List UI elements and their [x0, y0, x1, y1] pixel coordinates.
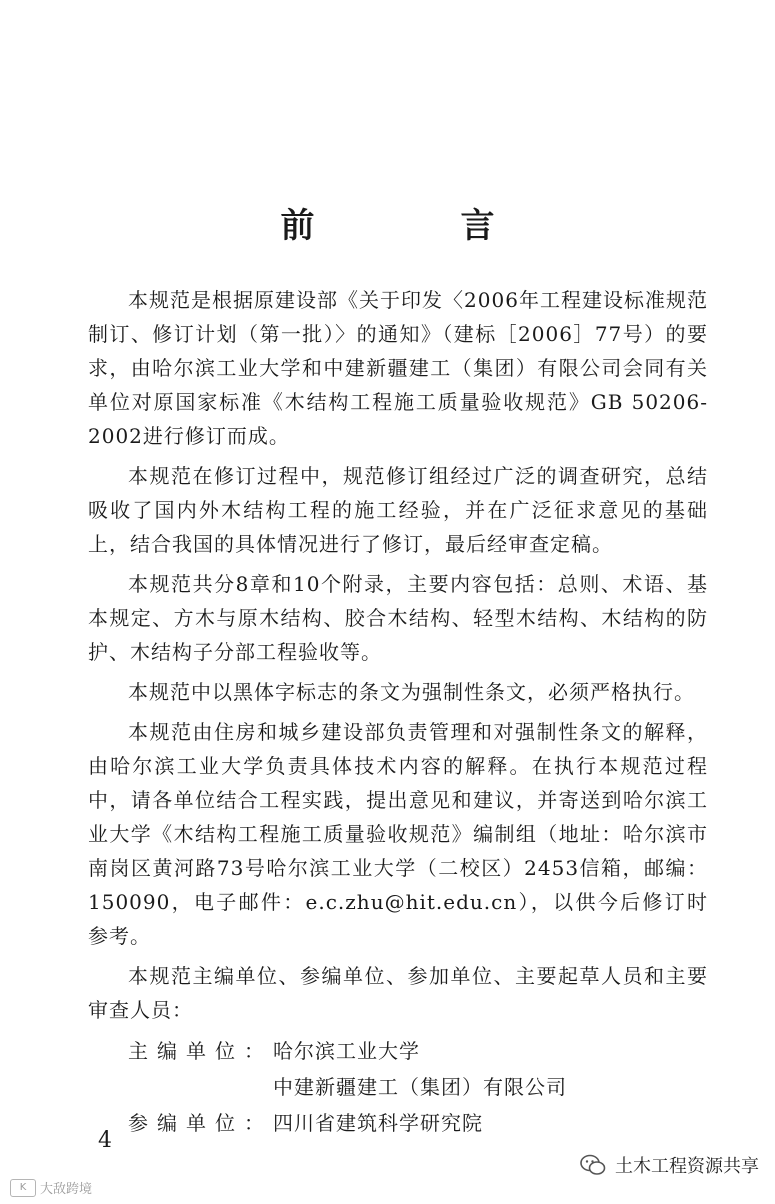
chief-unit: 中建新疆建工（集团）有限公司 — [273, 1075, 567, 1099]
paragraph: 本规范共分8章和10个附录，主要内容包括：总则、术语、基本规定、方木与原木结构、胶合木结构、轻型木结构、木结构的防护、木结构子分部工程验收等。 — [88, 572, 708, 664]
paragraph: 本规范是根据原建设部《关于印发〈2006年工程建设标准规范制订、修订计划（第一批）〉的通知》（建标［2006］77号）的要求，由哈尔滨工业大学和中建新疆建工（集团）有限公司会同有关单位对原国家标准《木结构工程施工质量验收规范》GB 50206-2002进行修订而成。 — [88, 288, 708, 448]
wechat-source-badge — [579, 1152, 759, 1178]
wechat-source-text: 土木工程资源共享 — [615, 1156, 759, 1177]
wechat-icon — [579, 1153, 607, 1177]
chief-units-label: 主编单位： — [128, 1039, 273, 1063]
staff-label-spacer — [88, 1069, 273, 1105]
paragraph: 本规范由住房和城乡建设部负责管理和对强制性条文的解释，由哈尔滨工业大学负责具体技术内容的解释。在执行本规范过程中，请各单位结合工程实践，提出意见和建议，并寄送到哈尔滨工业大学《木结构工程施工质量验收规范》编制组（地址：哈尔滨市南岗区黄河路73号哈尔滨工业大学（二校区）2453信箱，邮编：150090，电子邮件：e.c.zhu@hit.edu.cn），以供今后修订时参考。 — [88, 720, 708, 948]
watermark-left — [10, 1178, 92, 1197]
paragraph: 本规范中以黑体字标志的条文为强制性条文，必须严格执行。 — [128, 680, 695, 704]
participant-unit: 四川省建筑科学研究院 — [273, 1111, 483, 1135]
staff-list — [88, 1033, 708, 1141]
page-number: 4 — [98, 1128, 112, 1153]
paragraph: 本规范主编单位、参编单位、参加单位、主要起草人员和主要审查人员： — [88, 964, 708, 1022]
document-body — [88, 283, 708, 1141]
paragraph: 本规范在修订过程中，规范修订组经过广泛的调查研究，总结吸收了国内外木结构工程的施工经验，并在广泛征求意见的基础上，结合我国的具体情况进行了修订，最后经审查定稿。 — [88, 464, 708, 556]
chief-unit: 哈尔滨工业大学 — [273, 1039, 420, 1063]
page-title: 前 言 — [280, 206, 551, 246]
participant-units-row — [88, 1105, 708, 1141]
participant-units-label: 参编单位： — [128, 1111, 273, 1135]
watermark-left-text: 大敌跨境 — [40, 1182, 93, 1197]
watermark-logo-icon: K — [10, 1179, 36, 1197]
chief-units-row — [88, 1033, 708, 1069]
chief-units-row — [88, 1069, 708, 1105]
